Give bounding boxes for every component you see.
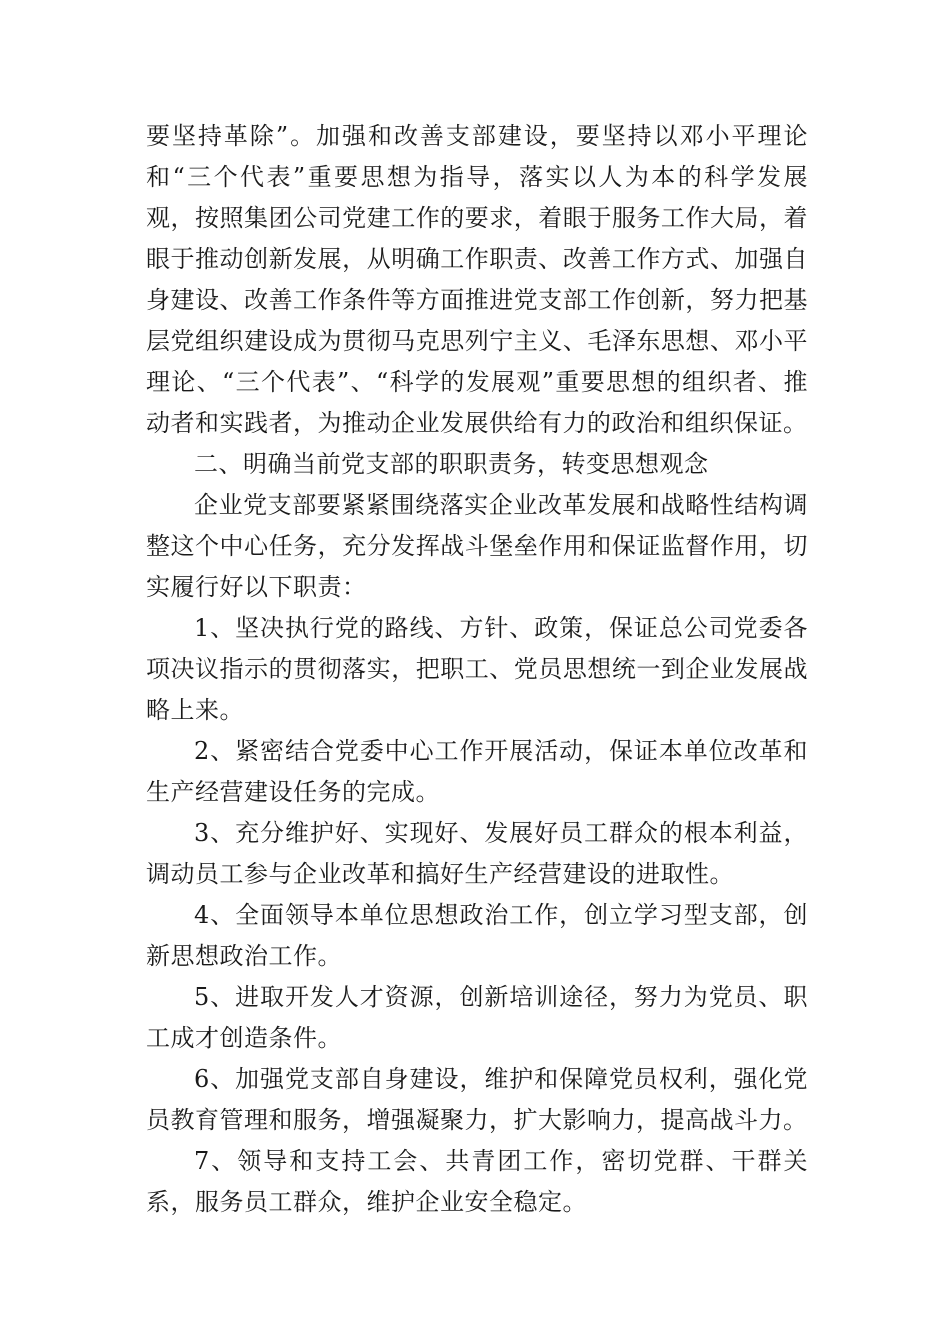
document-body: [146, 116, 808, 1223]
list-item-4: 4、全面领导本单位思想政治工作，创立学习型支部，创新思想政治工作。: [146, 901, 808, 970]
list-item-5: 5、进取开发人才资源，创新培训途径，努力为党员、职工成才创造条件。: [146, 983, 808, 1052]
list-item-3: 3、充分维护好、实现好、发展好员工群众的根本利益，调动员工参与企业改革和搞好生产经营建设的进取性。: [146, 819, 808, 888]
list-item-2: 2、紧密结合党委中心工作开展活动，保证本单位改革和生产经营建设任务的完成。: [146, 737, 808, 806]
list-item-7: 7、领导和支持工会、共青团工作，密切党群、干群关系，服务员工群众，维护企业安全稳定。: [146, 1147, 808, 1216]
list-item-1: 1、坚决执行党的路线、方针、政策，保证总公司党委各项决议指示的贯彻落实，把职工、党员思想统一到企业发展战略上来。: [146, 614, 808, 724]
paragraph-continuation: 要坚持革除”。加强和改善支部建设，要坚持以邓小平理论和“三个代表”重要思想为指导，落实以人为本的科学发展观，按照集团公司党建工作的要求，着眼于服务工作大局，着眼于推动创新发展，从明确工作职责、改善工作方式、加强自身建设、改善工作条件等方面推进党支部工作创新，努力把基层党组织建设成为贯彻马克思列宁主义、毛泽东思想、邓小平理论、“三个代表”、“科学的发展观”重要思想的组织者、推动者和实践者，为推动企业发展供给有力的政治和组织保证。: [146, 122, 808, 437]
section-heading: 二、明确当前党支部的职职责务，转变思想观念: [194, 450, 709, 478]
list-item-6: 6、加强党支部自身建设，维护和保障党员权利，强化党员教育管理和服务，增强凝聚力，扩大影响力，提高战斗力。: [146, 1065, 808, 1134]
paragraph-intro: 企业党支部要紧紧围绕落实企业改革发展和战略性结构调整这个中心任务，充分发挥战斗堡垒作用和保证监督作用，切实履行好以下职责：: [146, 491, 808, 601]
